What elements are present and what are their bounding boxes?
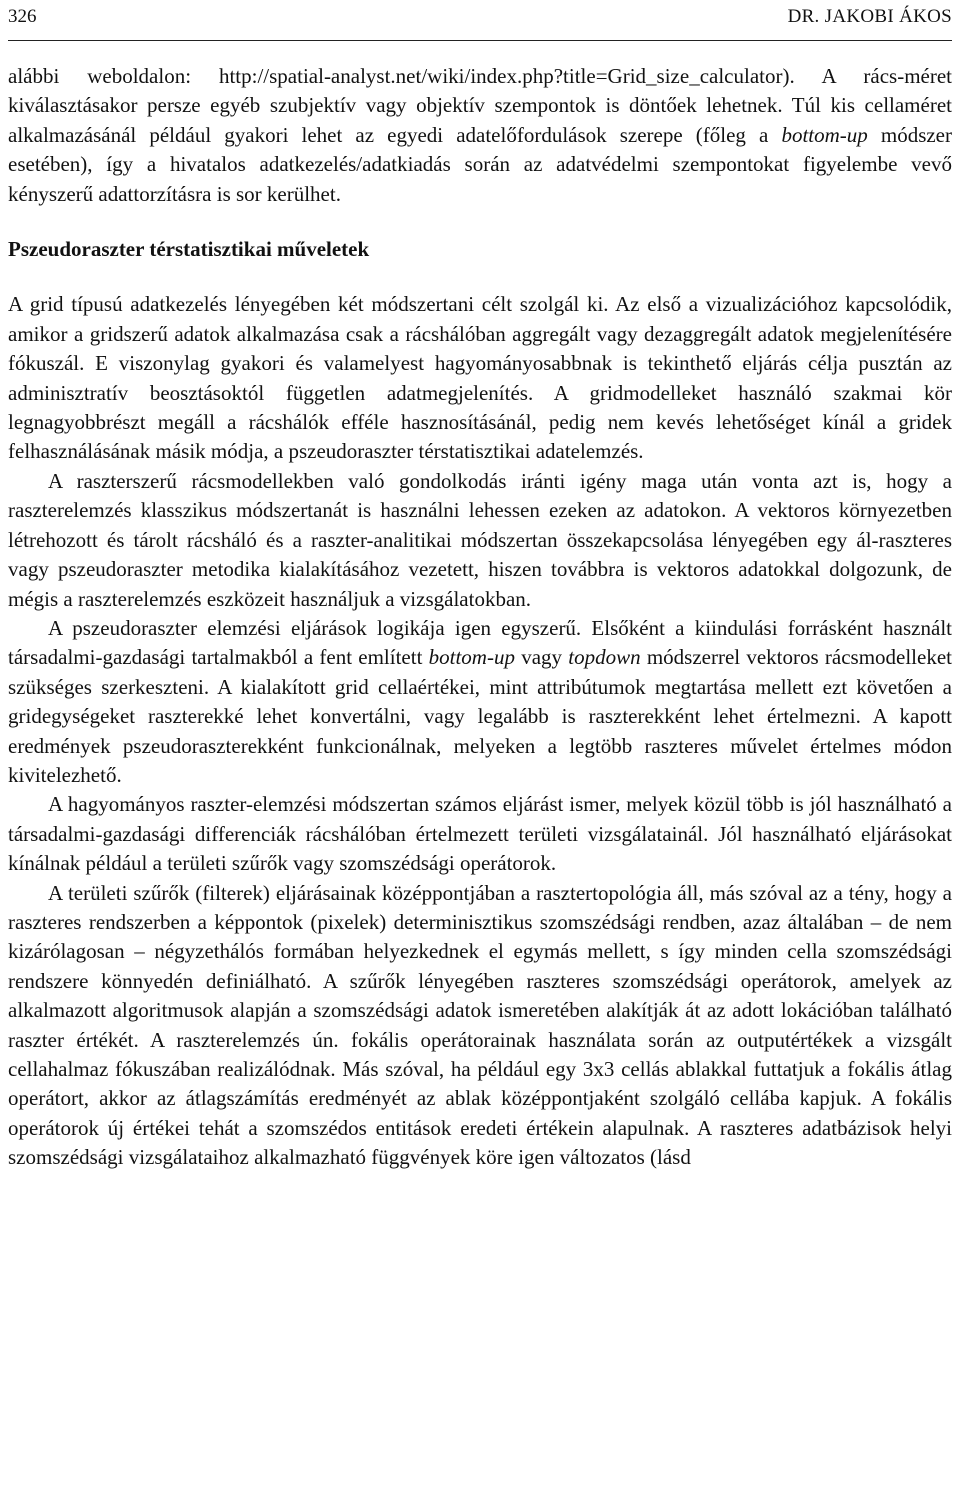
paragraph-intro-part-a: alábbi weboldalon: http://spatial-analyst.net/wiki/index.php?title=Grid_size_calculator). A rács-méret kiválasztásakor persze egyéb szubjektív vagy objektív szempontok is döntőek lehetnek. Túl kis cellaméret alkalmazásánál például gyakori lehet az egyedi adatelőfordulások szerepe (főleg a (8, 64, 952, 147)
paragraph-intro-emphasis: bottom-up (781, 122, 868, 147)
paragraph-2: A raszterszerű rácsmodellekben való gondolkodás iránti igény maga után vonta azt is, hogy a raszterelemzés klasszikus módszertanát is használni lehessen ezeken az adatokon. A vektoros környezetben létrehozott és tárolt rácsháló és a raszter-analitikai módszertan összekapcsolása lényegében egy ál-raszteres vagy pszeudoraszter metodika kialakításához vezetett, hiszen továbbra is vektoros adatokkal dolgozunk, de mégis a raszterelemzés eszközeit használjuk a vizsgálatokban. (8, 468, 952, 611)
body-text (8, 62, 952, 1173)
paragraph-3-emphasis-1: bottom-up (428, 645, 515, 670)
paragraph-3-part-b: vagy (514, 645, 569, 670)
paragraph-3 (8, 614, 952, 790)
paragraph-intro-part-b: módszer esetében), így a hivatalos adatkezelés/adatkiadás során az adatvédelmi szempontokat figyelembe vevő kényszerű adattorzításra is sor kerülhet. (8, 122, 952, 206)
paragraph-3-part-a: A pszeudoraszter elemzési eljárások logikája igen egyszerű. Elsőként a kiindulási forrásként használt társadalmi-gazdasági tartalmakból a fent említett (8, 615, 952, 670)
paragraph-3-part-c: módszerrel vektoros rácsmodelleket szükséges szerkeszteni. A kialakított grid cellaértékei, mint attribútumok megtartása mellett ezt követően a gridegységeket raszterekké lehet konvertálni, vagy legalább is raszterekként lehet értelmezni. A kapott eredmények pszeudoraszterekként funkcionálnak, melyeken a legtöbb raszteres művelet értelmes módon kivitelezhető. (8, 645, 952, 787)
paragraph-3-emphasis-2: topdown (568, 645, 641, 670)
paragraph-4: A hagyományos raszter-elemzési módszertan számos eljárást ismer, melyek közül több is jól használható a társadalmi-gazdasági differenciák rácshálóban értelmezett területi vizsgálatainál. Jól használható eljárásokat kínálnak például a területi szűrők vagy szomszédsági operátorok. (8, 792, 952, 876)
document-page (8, 0, 952, 1170)
paragraph-1: A grid típusú adatkezelés lényegében két módszertani célt szolgál ki. Az első a vizualizációhoz kapcsolódik, amikor a gridszerű adatok alkalmazása csak a rácshálóban aggregált vagy dezaggregált adatok megjelenítésére fókuszál. E viszonylag gyakori és valamelyest hagyományosabbnak is tekinthető eljárás célja pusztán az adminisztratív beosztásoktól független adatmegjelenítés. A gridmodelleket használó szakmai kör legnagyobbrészt megáll a rácshálók efféle hasznosításánál, pedig nem kevés lehetőséget kínál a gridek felhasználásának másik módja, a pszeudoraszter térstatisztikai adatelemzés. (8, 292, 952, 464)
page-number: 326 (8, 6, 37, 27)
paragraph-5: A területi szűrők (filterek) eljárásainak középpontjában a rasztertopológia áll, más szóval az a tény, hogy a raszteres rendszerben a képpontok (pixelek) determinisztikus szomszédsági rendben, azaz általában – de nem kizárólagosan – négyzethálós formában helyezkednek el egymás mellett, s így minden cella szomszédsági rendszere könnyedén definiálható. A szűrők lényegében raszteres szomszédsági operátorok, amelyek az alkalmazott algoritmusok alapján a szomszédsági adatok ismeretében alakítják át az adott lokációban található raszter értékét. A raszterelemzés ún. fokális operátorainak használata során az outputértékek a vizsgált cellahalmaz fókuszában realizálódnak. Más szóval, ha például egy 3x3 cellás ablakkal futtatjuk a fokális átlag operátort, akkor az átlagszámítás eredményét az ablak középpontjaként szolgáló cellába kapjuk. A fokális operátorok új értékei tehát a szomszédos entitások eredeti értékein alapulnak. A raszteres adatbázisok helyi szomszédsági vizsgálataihoz alkalmazható függvények köre igen változatos (lásd (8, 880, 952, 1170)
page-header (8, 0, 952, 41)
running-head-author: DR. JAKOBI ÁKOS (787, 6, 952, 27)
section-heading: Pszeudoraszter térstatisztikai műveletek (8, 237, 370, 262)
paragraph-intro (8, 62, 952, 209)
